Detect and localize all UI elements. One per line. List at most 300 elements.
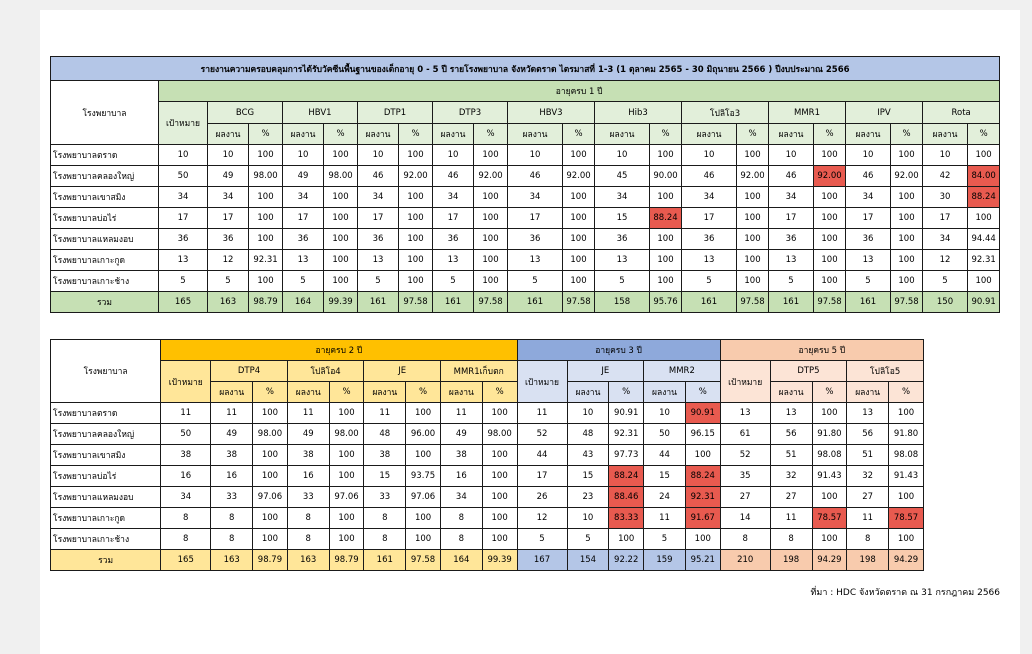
table-row: [51, 466, 924, 487]
work-cell: 13: [433, 250, 474, 271]
work-cell: 5: [433, 271, 474, 292]
work-cell: 15: [567, 466, 609, 487]
table-row: [51, 208, 1000, 229]
work-cell: 8: [440, 508, 482, 529]
work-cell: 49: [287, 424, 329, 445]
work-cell: 34: [769, 187, 814, 208]
target-cell: 36: [159, 229, 208, 250]
work-header: ผลงาน: [364, 382, 406, 403]
table-row: [51, 424, 924, 445]
work-cell: 16: [440, 466, 482, 487]
work-cell: 13: [847, 403, 889, 424]
pct-cell: 95.76: [650, 292, 682, 313]
pct-header: %: [482, 382, 517, 403]
vaccine-header: BCG: [208, 102, 283, 124]
hospital-name: โรงพยาบาลแหลมงอบ: [51, 487, 161, 508]
pct-cell: 100: [812, 529, 847, 550]
vaccine-header: JE: [364, 361, 441, 382]
work-cell: 38: [440, 445, 482, 466]
pct-cell: 100: [737, 187, 769, 208]
work-cell: 17: [508, 208, 563, 229]
vaccine-header: JE: [567, 361, 644, 382]
target-cell: 50: [159, 166, 208, 187]
pct-cell: 100: [482, 466, 517, 487]
work-cell: 38: [211, 445, 253, 466]
work-cell: 10: [283, 145, 324, 166]
pct-cell: 100: [329, 529, 364, 550]
pct-cell: 100: [563, 250, 595, 271]
work-cell: 36: [769, 229, 814, 250]
pct-cell: 92.22: [609, 550, 644, 571]
target-cell: 10: [159, 145, 208, 166]
pct-cell: 100: [812, 487, 847, 508]
pct-cell: 100: [253, 529, 288, 550]
pct-cell: 100: [737, 229, 769, 250]
table-row: [51, 166, 1000, 187]
target-header: เป้าหมาย: [161, 361, 211, 403]
pct-cell: 78.57: [889, 508, 924, 529]
pct-cell: 100: [399, 229, 433, 250]
target-cell: 14: [720, 508, 770, 529]
pct-cell: 98.08: [812, 445, 847, 466]
age-group-row: [51, 340, 924, 361]
work-cell: 12: [208, 250, 249, 271]
work-cell: 10: [923, 145, 968, 166]
target-cell: 34: [161, 487, 211, 508]
pct-cell: 98.79: [253, 550, 288, 571]
work-cell: 12: [923, 250, 968, 271]
work-cell: 15: [364, 466, 406, 487]
work-cell: 8: [364, 508, 406, 529]
pct-cell: 92.00: [891, 166, 923, 187]
pct-cell: 100: [406, 403, 441, 424]
target-cell: 34: [159, 187, 208, 208]
work-cell: 159: [644, 550, 686, 571]
work-header: ผลงาน: [358, 124, 399, 145]
pct-cell: 97.73: [609, 445, 644, 466]
work-cell: 17: [208, 208, 249, 229]
table-row: [51, 487, 924, 508]
pct-cell: 97.58: [399, 292, 433, 313]
pct-cell: 98.00: [253, 424, 288, 445]
work-cell: 33: [211, 487, 253, 508]
work-cell: 161: [364, 550, 406, 571]
work-cell: 161: [508, 292, 563, 313]
work-cell: 34: [595, 187, 650, 208]
work-cell: 17: [769, 208, 814, 229]
pct-header: %: [814, 124, 846, 145]
title-row: [51, 57, 1000, 81]
vaccine-header: DTP4: [211, 361, 288, 382]
work-cell: 32: [770, 466, 812, 487]
work-cell: 32: [847, 466, 889, 487]
pct-cell: 97.06: [406, 487, 441, 508]
pct-cell: 97.58: [563, 292, 595, 313]
pct-cell: 100: [253, 403, 288, 424]
table-row: [51, 508, 924, 529]
work-cell: 17: [358, 208, 399, 229]
target-cell: 27: [720, 487, 770, 508]
table-row: [51, 187, 1000, 208]
pct-cell: 98.79: [249, 292, 283, 313]
pct-cell: 100: [324, 187, 358, 208]
total-label: รวม: [51, 292, 159, 313]
pct-cell: 100: [249, 145, 283, 166]
pct-cell: 100: [563, 208, 595, 229]
pct-header: %: [253, 382, 288, 403]
pct-cell: 91.80: [812, 424, 847, 445]
target-cell: 17: [159, 208, 208, 229]
pct-header: %: [891, 124, 923, 145]
pct-cell: 90.91: [685, 403, 720, 424]
work-cell: 10: [644, 403, 686, 424]
hospital-name: โรงพยาบาลเกาะกูด: [51, 250, 159, 271]
pct-cell: 100: [329, 445, 364, 466]
table-row: [51, 403, 924, 424]
pct-header: %: [563, 124, 595, 145]
pct-cell: 100: [609, 529, 644, 550]
pct-cell: 92.31: [968, 250, 1000, 271]
pct-cell: 100: [406, 445, 441, 466]
work-header: ผลงาน: [769, 124, 814, 145]
work-cell: 163: [211, 550, 253, 571]
target-cell: 52: [517, 424, 567, 445]
work-cell: 42: [923, 166, 968, 187]
target-cell: 17: [517, 466, 567, 487]
work-cell: 13: [508, 250, 563, 271]
work-cell: 163: [208, 292, 249, 313]
target-cell: 13: [159, 250, 208, 271]
pct-cell: 88.24: [650, 208, 682, 229]
work-cell: 10: [567, 403, 609, 424]
work-cell: 5: [769, 271, 814, 292]
pct-cell: 94.29: [812, 550, 847, 571]
pct-cell: 92.00: [563, 166, 595, 187]
coverage-table-age2-5: [50, 339, 924, 571]
pct-cell: 100: [399, 145, 433, 166]
work-cell: 17: [923, 208, 968, 229]
hospital-name: โรงพยาบาลเกาะช้าง: [51, 271, 159, 292]
pct-cell: 95.21: [685, 550, 720, 571]
hospital-name: โรงพยาบาลตราด: [51, 145, 159, 166]
report-title: รายงานความครอบคลุมการได้รับวัคซีนพื้นฐานของเด็กอายุ 0 - 5 ปี รายโรงพยาบาล จังหวัดตราด ไตรมาสที่ 1-3 (1 ตุลาคม 2565 - 30 มิถุนายน 2566 ) ปีงบประมาณ 2566: [51, 57, 1000, 81]
pct-cell: 100: [891, 250, 923, 271]
pct-cell: 93.75: [406, 466, 441, 487]
pct-cell: 92.31: [609, 424, 644, 445]
work-cell: 51: [847, 445, 889, 466]
pct-cell: 100: [814, 229, 846, 250]
work-cell: 164: [283, 292, 324, 313]
pct-cell: 100: [482, 487, 517, 508]
work-cell: 10: [358, 145, 399, 166]
pct-cell: 100: [650, 229, 682, 250]
vaccine-header: โปลิโอ4: [287, 361, 364, 382]
work-cell: 161: [358, 292, 399, 313]
work-cell: 13: [595, 250, 650, 271]
work-cell: 8: [364, 529, 406, 550]
work-cell: 11: [364, 403, 406, 424]
target-cell: 13: [720, 403, 770, 424]
pct-cell: 100: [324, 145, 358, 166]
pct-cell: 92.00: [399, 166, 433, 187]
work-cell: 11: [770, 508, 812, 529]
work-cell: 50: [644, 424, 686, 445]
pct-cell: 100: [889, 487, 924, 508]
work-cell: 13: [770, 403, 812, 424]
work-header: ผลงาน: [283, 124, 324, 145]
pct-cell: 100: [968, 271, 1000, 292]
pct-cell: 100: [968, 145, 1000, 166]
pct-cell: 99.39: [324, 292, 358, 313]
pct-cell: 100: [737, 250, 769, 271]
work-cell: 10: [567, 508, 609, 529]
pct-header: %: [968, 124, 1000, 145]
work-cell: 198: [770, 550, 812, 571]
vaccine-header: DTP1: [358, 102, 433, 124]
work-cell: 30: [923, 187, 968, 208]
vaccine-header: Rota: [923, 102, 1000, 124]
work-header: ผลงาน: [847, 382, 889, 403]
pct-cell: 100: [474, 208, 508, 229]
pct-cell: 98.08: [889, 445, 924, 466]
pct-cell: 100: [737, 208, 769, 229]
pct-cell: 100: [482, 445, 517, 466]
work-cell: 51: [770, 445, 812, 466]
work-cell: 5: [644, 529, 686, 550]
hospital-name: โรงพยาบาลเกาะกูด: [51, 508, 161, 529]
target-cell: 11: [517, 403, 567, 424]
pct-cell: 96.00: [406, 424, 441, 445]
work-cell: 38: [287, 445, 329, 466]
target-cell: 210: [720, 550, 770, 571]
pct-header: %: [685, 382, 720, 403]
pct-cell: 97.58: [891, 292, 923, 313]
work-cell: 46: [508, 166, 563, 187]
pct-cell: 100: [814, 250, 846, 271]
work-cell: 161: [433, 292, 474, 313]
pct-cell: 100: [563, 145, 595, 166]
pct-cell: 100: [891, 229, 923, 250]
pct-cell: 100: [737, 271, 769, 292]
target-cell: 12: [517, 508, 567, 529]
pct-cell: 92.31: [249, 250, 283, 271]
pct-cell: 100: [650, 271, 682, 292]
pct-cell: 100: [406, 508, 441, 529]
pct-cell: 100: [474, 250, 508, 271]
work-cell: 36: [358, 229, 399, 250]
work-header: ผลงาน: [770, 382, 812, 403]
pct-cell: 100: [249, 187, 283, 208]
pct-cell: 100: [563, 229, 595, 250]
work-cell: 5: [567, 529, 609, 550]
work-cell: 56: [847, 424, 889, 445]
vaccine-header: โปลิโอ3: [682, 102, 769, 124]
pct-header: %: [399, 124, 433, 145]
pct-cell: 100: [324, 250, 358, 271]
work-cell: 5: [682, 271, 737, 292]
pct-cell: 100: [474, 187, 508, 208]
work-cell: 8: [440, 529, 482, 550]
pct-cell: 100: [324, 229, 358, 250]
work-cell: 46: [846, 166, 891, 187]
target-cell: 61: [720, 424, 770, 445]
pct-cell: 100: [253, 466, 288, 487]
work-cell: 11: [211, 403, 253, 424]
work-cell: 49: [211, 424, 253, 445]
pct-cell: 92.00: [814, 166, 846, 187]
work-cell: 5: [846, 271, 891, 292]
pct-cell: 100: [253, 508, 288, 529]
work-cell: 198: [847, 550, 889, 571]
target-cell: 8: [720, 529, 770, 550]
pct-cell: 97.58: [814, 292, 846, 313]
pct-cell: 100: [889, 403, 924, 424]
pct-cell: 100: [329, 508, 364, 529]
pct-cell: 92.31: [685, 487, 720, 508]
pct-cell: 84.00: [968, 166, 1000, 187]
work-cell: 46: [358, 166, 399, 187]
work-cell: 150: [923, 292, 968, 313]
work-cell: 15: [595, 208, 650, 229]
work-cell: 49: [283, 166, 324, 187]
table-row: [51, 250, 1000, 271]
pct-cell: 91.43: [889, 466, 924, 487]
target-cell: 44: [517, 445, 567, 466]
pct-cell: 100: [249, 229, 283, 250]
vaccine-header: DTP3: [433, 102, 508, 124]
pct-cell: 100: [474, 271, 508, 292]
work-cell: 46: [682, 166, 737, 187]
target-cell: 35: [720, 466, 770, 487]
pct-cell: 100: [399, 250, 433, 271]
pct-cell: 100: [249, 271, 283, 292]
work-cell: 44: [644, 445, 686, 466]
work-cell: 24: [644, 487, 686, 508]
vaccine-header: MMR2: [644, 361, 721, 382]
hospital-name: โรงพยาบาลคลองใหญ่: [51, 166, 159, 187]
hospital-name: โรงพยาบาลบ่อไร่: [51, 208, 159, 229]
work-cell: 10: [433, 145, 474, 166]
source-note: ที่มา : HDC จังหวัดตราด ณ 31 กรกฎาคม 2566: [810, 588, 1000, 598]
pct-cell: 94.29: [889, 550, 924, 571]
work-cell: 34: [358, 187, 399, 208]
target-cell: 165: [161, 550, 211, 571]
work-cell: 38: [364, 445, 406, 466]
pct-cell: 100: [474, 145, 508, 166]
work-cell: 8: [770, 529, 812, 550]
work-cell: 10: [846, 145, 891, 166]
pct-cell: 97.58: [474, 292, 508, 313]
pct-cell: 83.33: [609, 508, 644, 529]
vaccine-header: HBV3: [508, 102, 595, 124]
age-group-header: อายุครบ 2 ปี: [161, 340, 517, 361]
pct-cell: 100: [329, 403, 364, 424]
hospital-name: โรงพยาบาลคลองใหญ่: [51, 424, 161, 445]
target-cell: 26: [517, 487, 567, 508]
work-cell: 34: [846, 187, 891, 208]
work-cell: 13: [769, 250, 814, 271]
work-cell: 16: [287, 466, 329, 487]
hospital-header: โรงพยาบาล: [51, 340, 161, 403]
work-cell: 13: [358, 250, 399, 271]
pct-header: %: [609, 382, 644, 403]
vaccine-header: IPV: [846, 102, 923, 124]
work-cell: 43: [567, 445, 609, 466]
work-header: ผลงาน: [208, 124, 249, 145]
pct-cell: 100: [889, 529, 924, 550]
vaccine-header: DTP5: [770, 361, 847, 382]
work-cell: 45: [595, 166, 650, 187]
work-cell: 33: [364, 487, 406, 508]
pct-cell: 100: [814, 145, 846, 166]
work-cell: 5: [508, 271, 563, 292]
pct-cell: 100: [482, 508, 517, 529]
pct-cell: 100: [685, 529, 720, 550]
work-cell: 8: [211, 508, 253, 529]
vaccine-header: โปลิโอ5: [847, 361, 924, 382]
work-cell: 36: [682, 229, 737, 250]
work-cell: 36: [846, 229, 891, 250]
pct-cell: 100: [324, 271, 358, 292]
pct-cell: 100: [814, 208, 846, 229]
target-cell: 165: [159, 292, 208, 313]
pct-cell: 100: [563, 271, 595, 292]
work-cell: 17: [433, 208, 474, 229]
target-header: เป้าหมาย: [159, 102, 208, 145]
pct-cell: 100: [324, 208, 358, 229]
work-cell: 8: [847, 529, 889, 550]
work-cell: 46: [769, 166, 814, 187]
work-cell: 158: [595, 292, 650, 313]
pct-cell: 100: [329, 466, 364, 487]
pct-header: %: [812, 382, 847, 403]
work-header: ผลงาน: [440, 382, 482, 403]
vaccine-header: MMR1: [769, 102, 846, 124]
pct-cell: 98.00: [249, 166, 283, 187]
work-cell: 11: [847, 508, 889, 529]
table-row: [51, 229, 1000, 250]
pct-cell: 100: [249, 208, 283, 229]
pct-cell: 100: [406, 529, 441, 550]
work-cell: 11: [644, 508, 686, 529]
work-cell: 48: [567, 424, 609, 445]
work-cell: 10: [208, 145, 249, 166]
pct-cell: 100: [482, 403, 517, 424]
pct-cell: 78.57: [812, 508, 847, 529]
pct-cell: 100: [814, 271, 846, 292]
total-row: [51, 292, 1000, 313]
work-cell: 34: [440, 487, 482, 508]
age-group-header: อายุครบ 3 ปี: [517, 340, 720, 361]
work-cell: 46: [433, 166, 474, 187]
target-cell: 50: [161, 424, 211, 445]
target-cell: 16: [161, 466, 211, 487]
pct-cell: 100: [253, 445, 288, 466]
target-cell: 5: [159, 271, 208, 292]
work-cell: 10: [682, 145, 737, 166]
pct-cell: 100: [891, 187, 923, 208]
work-cell: 13: [283, 250, 324, 271]
pct-cell: 91.80: [889, 424, 924, 445]
work-header: ผลงาน: [644, 382, 686, 403]
work-cell: 5: [208, 271, 249, 292]
work-cell: 34: [923, 229, 968, 250]
pct-cell: 100: [891, 208, 923, 229]
work-header: ผลงาน: [211, 382, 253, 403]
work-cell: 5: [358, 271, 399, 292]
pct-cell: 90.91: [609, 403, 644, 424]
target-header: เป้าหมาย: [517, 361, 567, 403]
